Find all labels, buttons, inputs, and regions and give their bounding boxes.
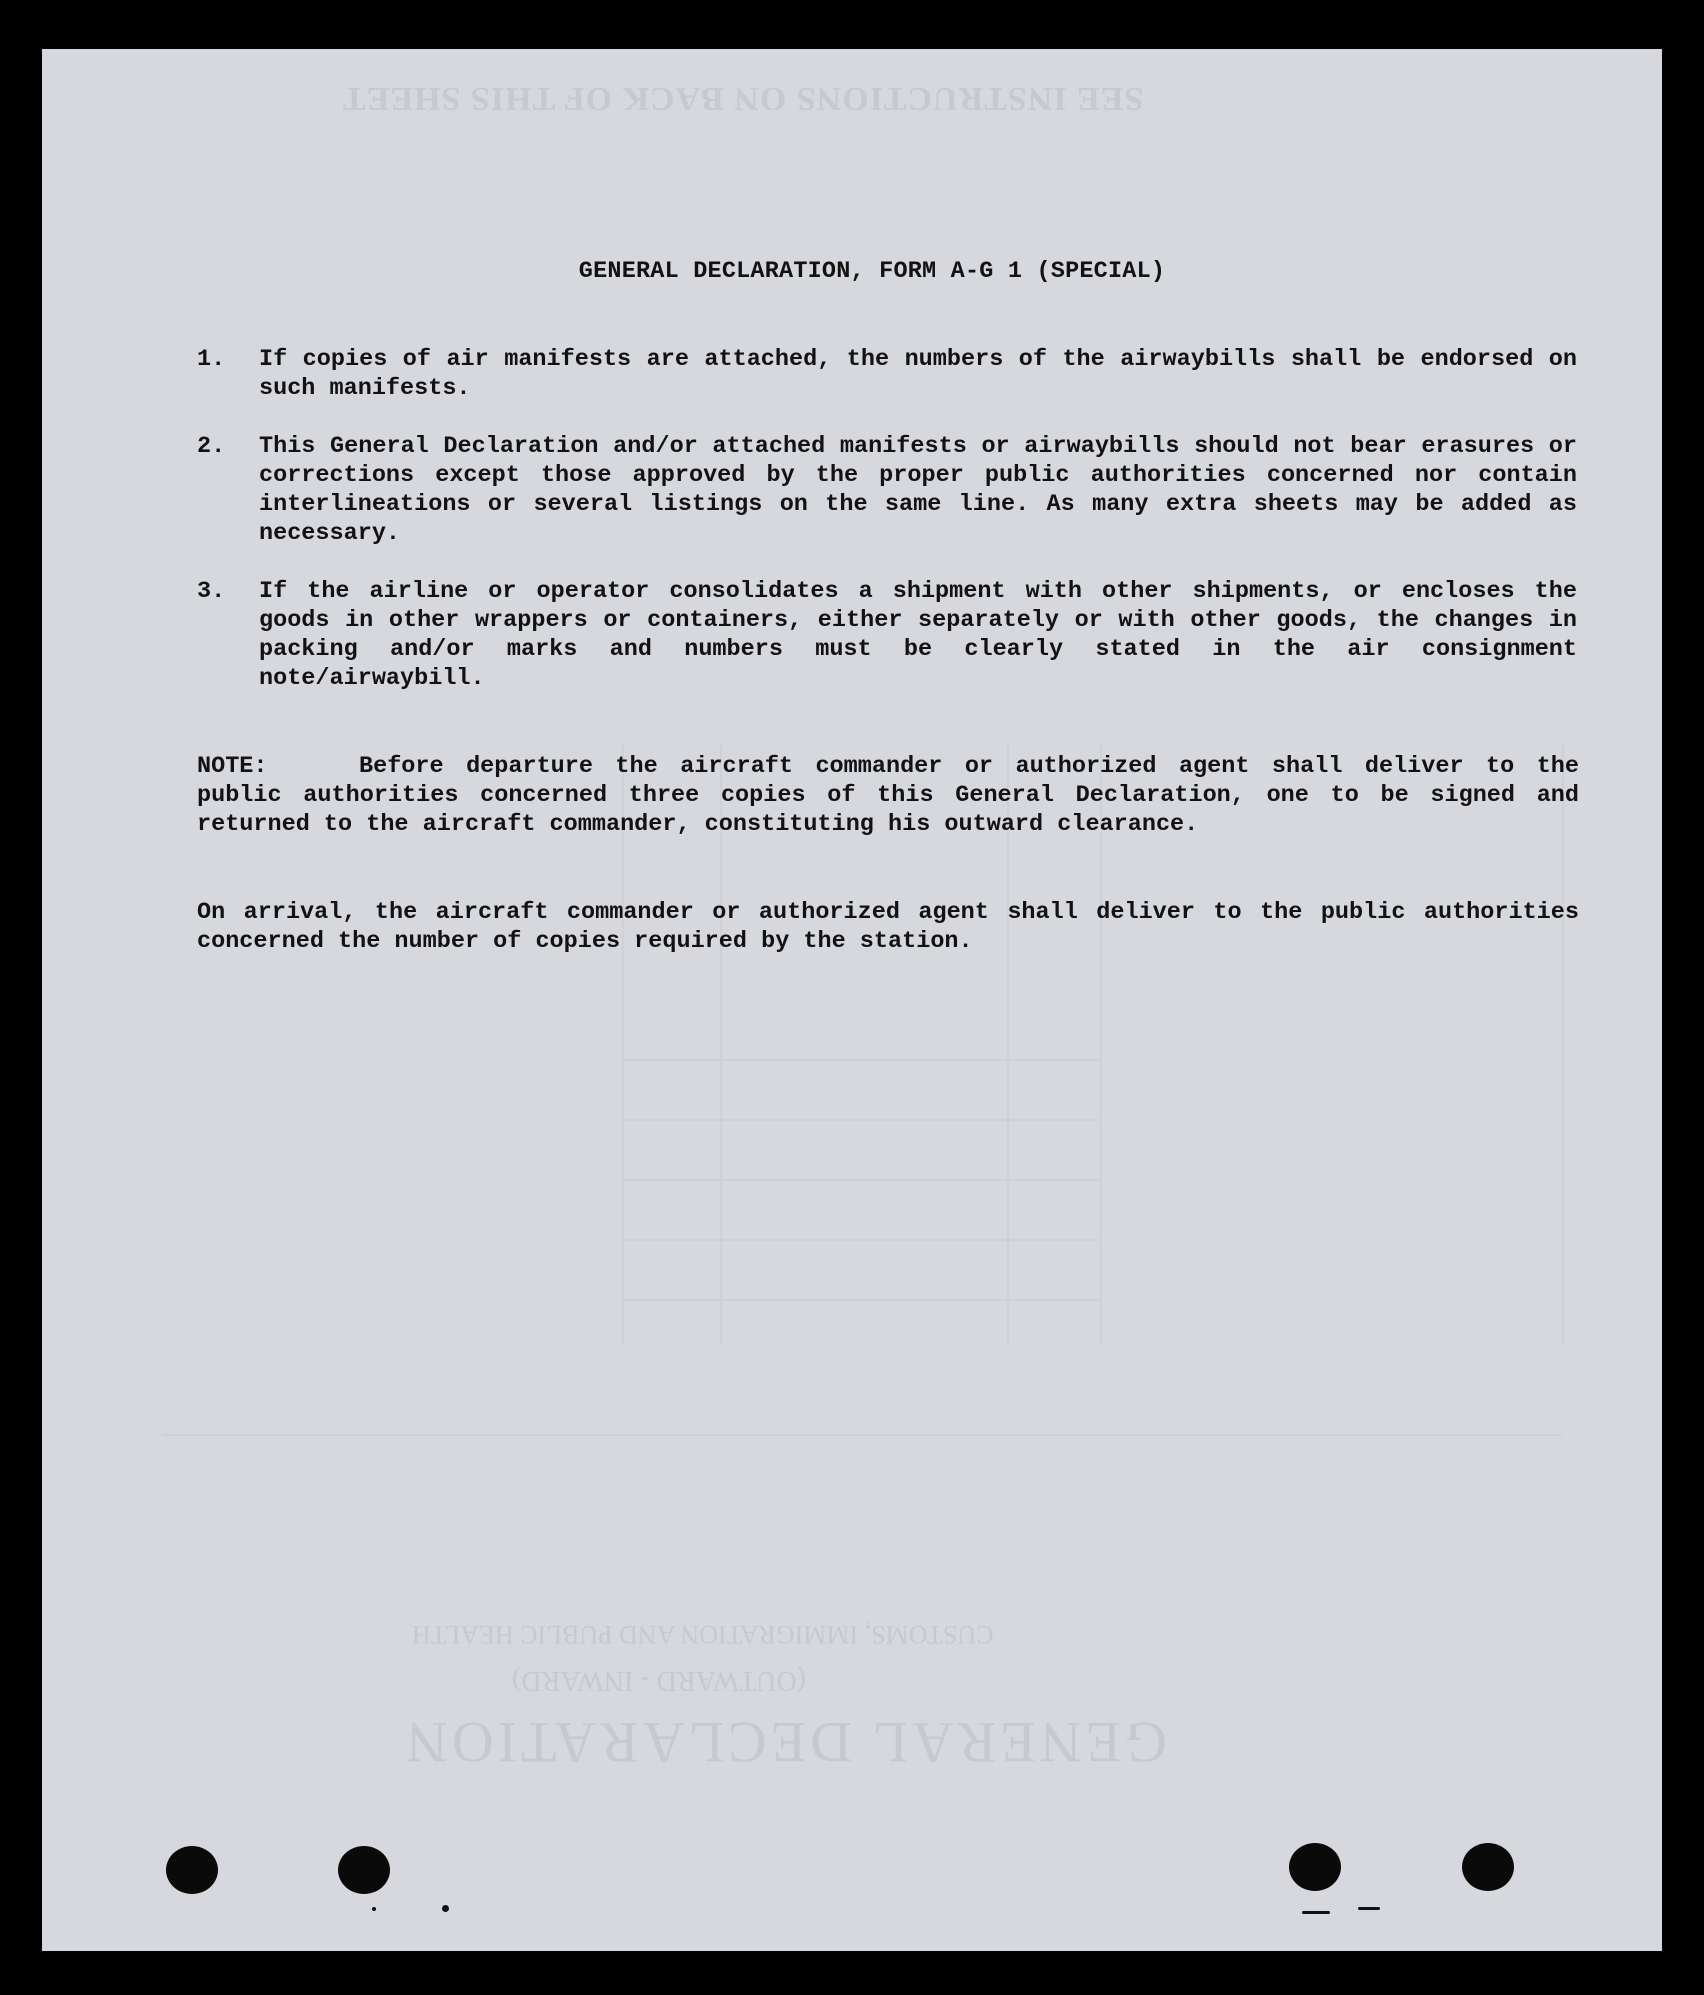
instruction-item-2: [197, 432, 1577, 548]
item-number: 3.: [197, 578, 226, 605]
bleed-through-big-line: GENERAL DECLARATION: [402, 1710, 1167, 1775]
item-number: 1.: [197, 346, 226, 373]
speck: [1302, 1911, 1330, 1914]
punch-hole: [166, 1846, 218, 1894]
ghost-rule: [622, 1119, 1102, 1121]
ghost-rule: [622, 1299, 1102, 1301]
item-text: If the airline or operator consolidates a shipment with other shipments, or encloses the goods in other wrappers or containers, either separately or with other goods, the changes in packing and/or marks and numbers must be clearly stated in the air consignment note/airwaybill.: [259, 578, 1577, 692]
ghost-rule: [162, 1434, 1562, 1436]
note-text: Before departure the aircraft commander or authorized agent shall deliver to the public authorities concerned three copies of this General Declaration, one to be signed and returned to the aircraft commander, constituting his outward clearance.: [197, 753, 1579, 838]
document-sheet: [42, 49, 1662, 1951]
arrival-text: On arrival, the aircraft commander or authorized agent shall deliver to the public authorities concerned the number of copies required by the station.: [197, 899, 1579, 955]
note-label: NOTE:: [197, 753, 268, 780]
ghost-rule: [622, 1239, 1102, 1241]
ghost-rule: [622, 1059, 1102, 1061]
item-text: This General Declaration and/or attached manifests or airwaybills should not bear erasures or corrections except those approved by the proper public authorities concerned nor contain interlineations or several listings on the same line. As many extra sheets may be added as necessary.: [259, 433, 1577, 547]
ghost-rule: [622, 1179, 1102, 1181]
instruction-item-3: [197, 577, 1577, 693]
speck: [1358, 1907, 1380, 1910]
item-number: 2.: [197, 433, 226, 460]
speck: [372, 1907, 376, 1911]
bleed-through-mid-line: CUSTOMS, IMMIGRATION AND PUBLIC HEALTH: [412, 1620, 994, 1649]
punch-hole: [338, 1846, 390, 1894]
page-title: GENERAL DECLARATION, FORM A-G 1 (SPECIAL): [578, 258, 1166, 285]
arrival-paragraph: [197, 898, 1579, 956]
bleed-through-top-line: SEE INSTRUCTIONS ON BACK OF THIS SHEET: [342, 80, 1144, 117]
item-text: If copies of air manifests are attached, the numbers of the airwaybills shall be endorsed on such manifests.: [259, 346, 1577, 402]
punch-hole: [1462, 1843, 1514, 1891]
note-paragraph: [197, 752, 1579, 839]
punch-hole: [1289, 1843, 1341, 1891]
bleed-through-sub-line: (OUTWARD - INWARD): [512, 1665, 806, 1696]
instruction-item-1: [197, 345, 1577, 403]
speck: [442, 1905, 449, 1912]
